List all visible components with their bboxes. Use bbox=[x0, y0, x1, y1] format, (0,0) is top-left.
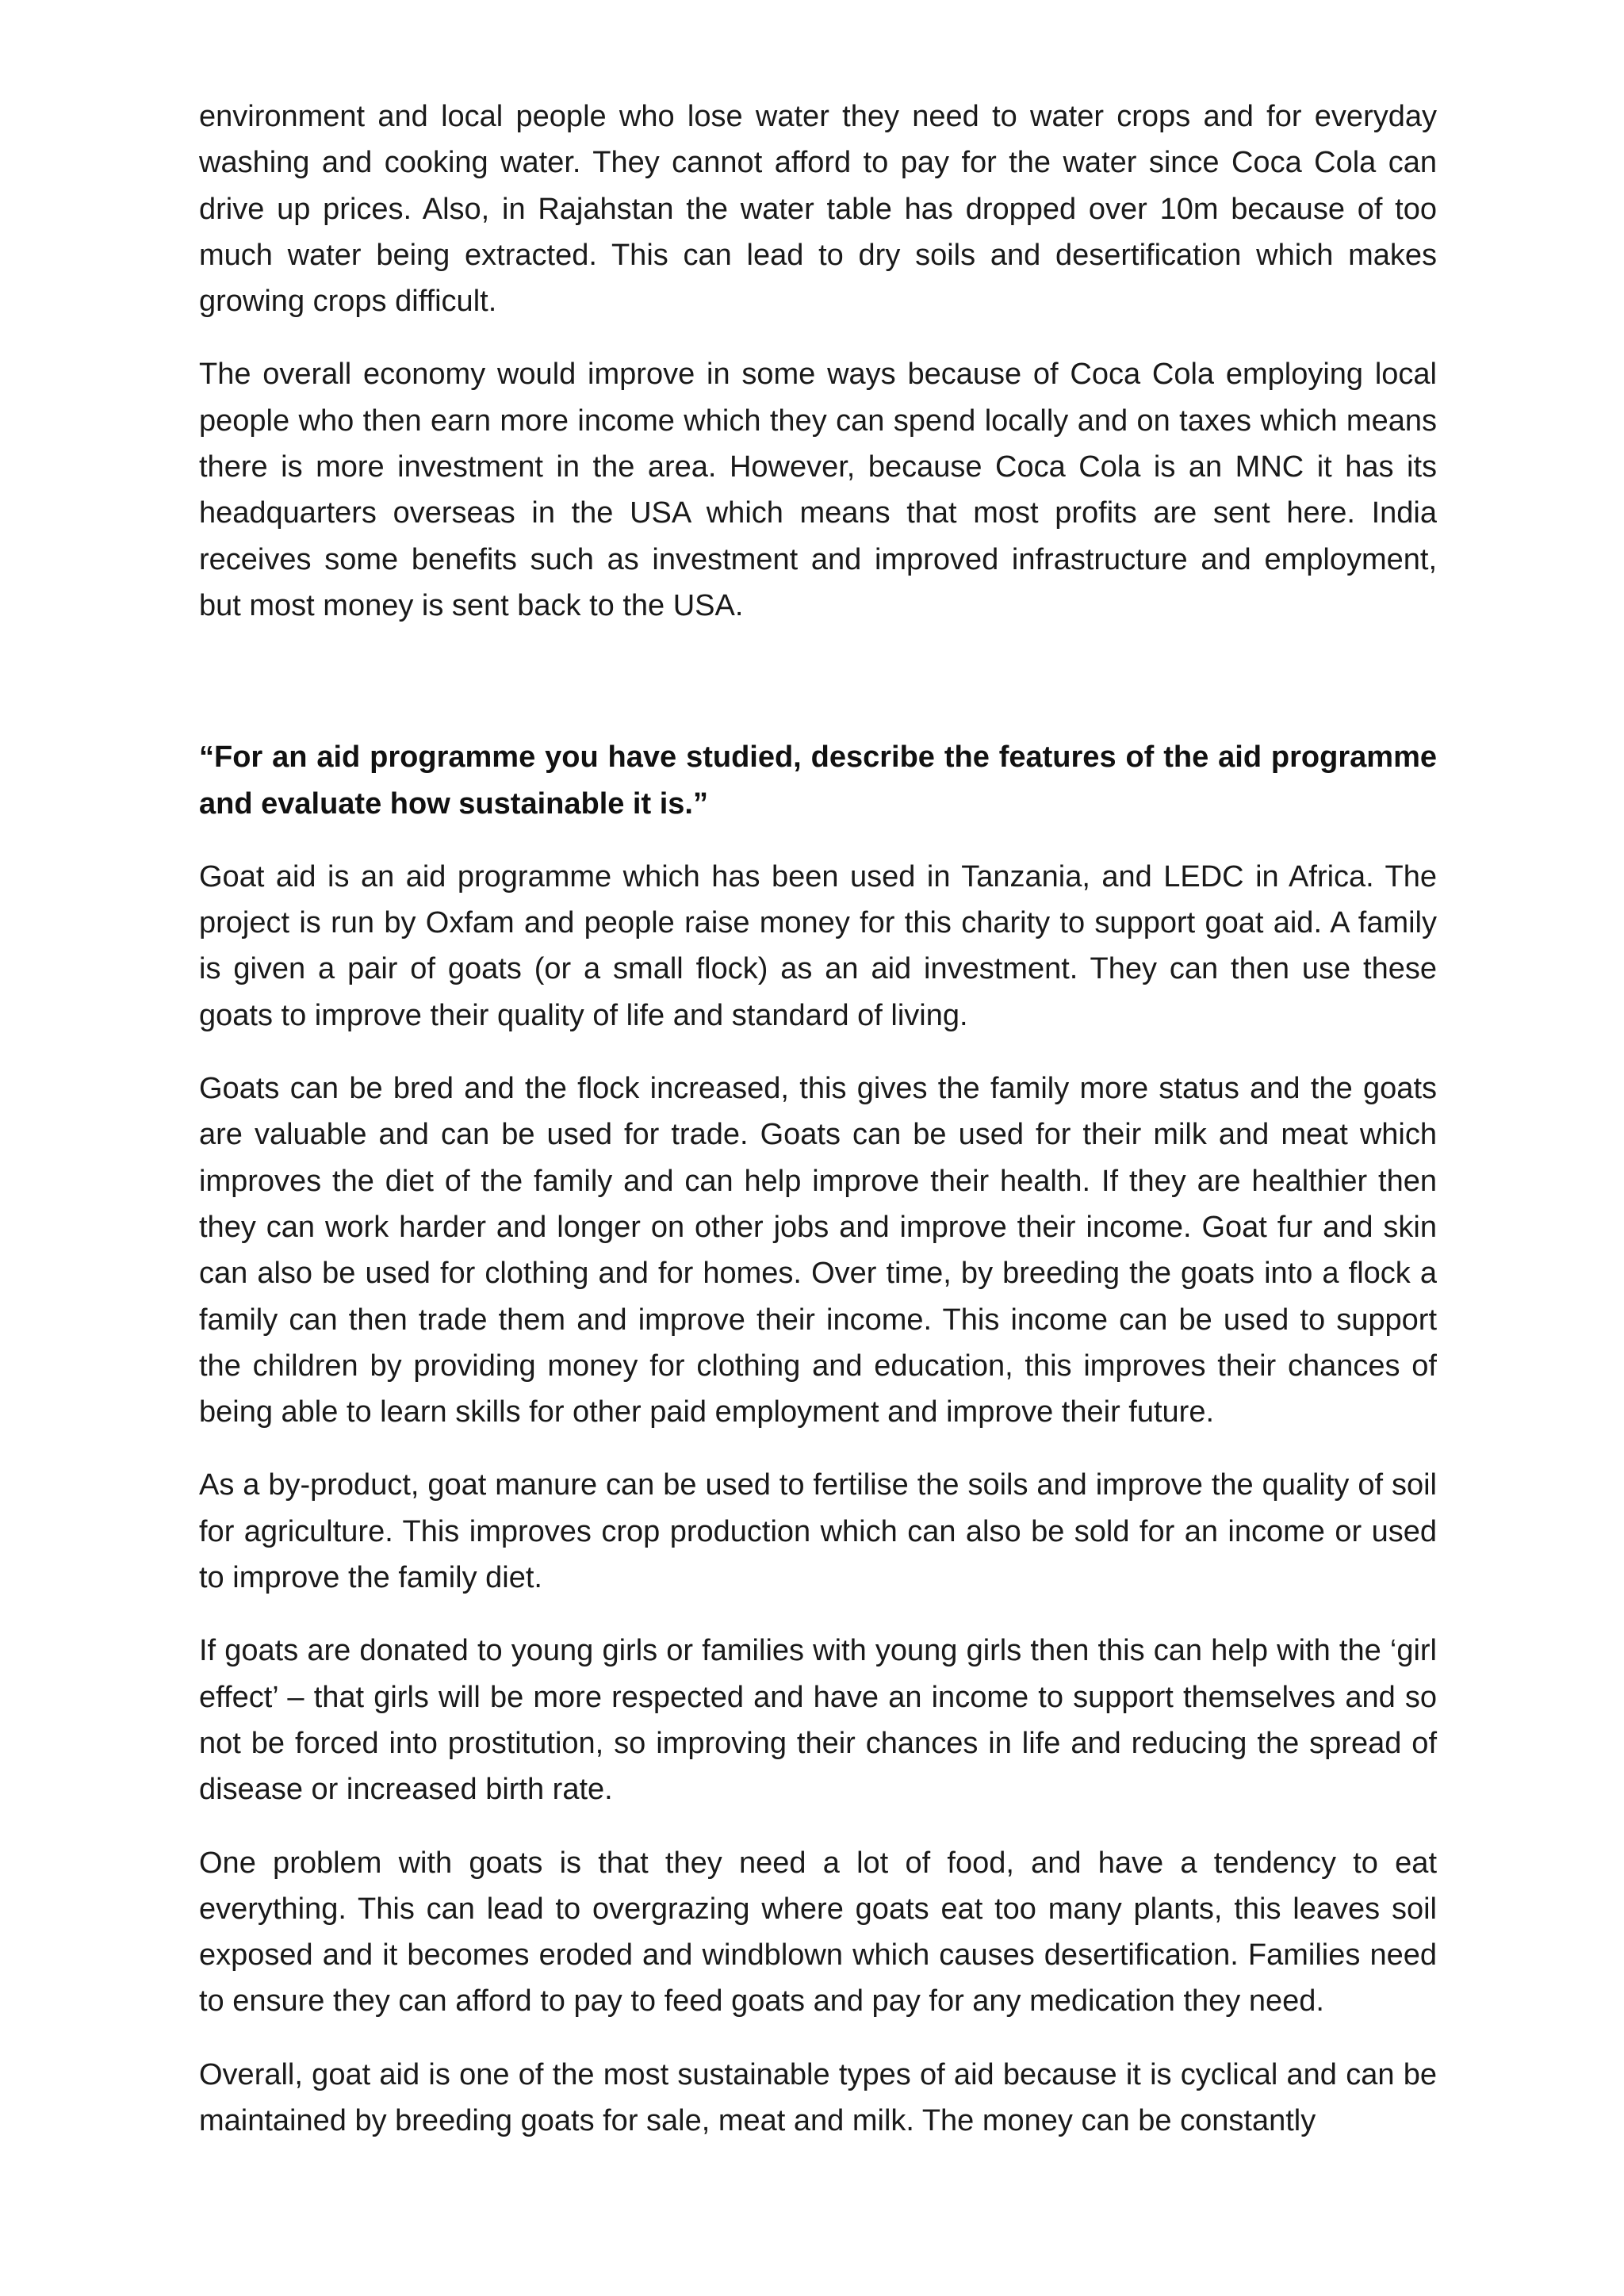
document-page bbox=[199, 94, 1437, 2144]
paragraph-goat-manure: As a by-product, goat manure can be used to fertilise the soils and improve the quality of soil for agriculture. This improves crop production which can also be sold for an income or used to improve the family diet. bbox=[199, 1468, 1437, 1595]
essay-question: “For an aid programme you have studied, describe the features of the aid programme and evaluate how sustainable it is.” bbox=[199, 740, 1437, 821]
paragraph-goat-benefits: Goats can be bred and the flock increased, this gives the family more status and the goats are valuable and can be used for trade. Goats can be used for their milk and meat which improves the diet of the family and can help improve their health. If they are healthier then they can work harder and longer on other jobs and improve their income. Goat fur and skin can also be used for clothing and for homes. Over time, by breeding the goats into a flock a family can then trade them and improve their income. This income can be used to support the children by providing money for clothing and education, this improves their chances of being able to learn skills for other paid employment and improve their future. bbox=[199, 1072, 1437, 1429]
paragraph-girl-effect: If goats are donated to young girls or families with young girls then this can help with the ‘girl effect’ – that girls will be more respected and have an income to support themselves and so not be forced into prostitution, so improving their chances in life and reducing the spread of disease or increased birth rate. bbox=[199, 1634, 1437, 1807]
paragraph-water-impact: environment and local people who lose water they need to water crops and for everyday washing and cooking water. They cannot afford to pay for the water since Coca Cola can drive up prices. Also, in Rajahstan the water table has dropped over 10m because of too much water being extracted. This can lead to dry soils and desertification which makes growing crops difficult. bbox=[199, 100, 1437, 319]
paragraph-goat-aid-intro: Goat aid is an aid programme which has been used in Tanzania, and LEDC in Africa. The project is run by Oxfam and people raise money for this charity to support goat aid. A family is given a pair of goats (or a small flock) as an aid investment. They can then use these goats to improve their quality of life and standard of living. bbox=[199, 859, 1437, 1032]
paragraph-conclusion: Overall, goat aid is one of the most sustainable types of aid because it is cyclical and can be maintained by breeding goats for sale, meat and milk. The money can be constantly bbox=[199, 2057, 1437, 2137]
paragraph-goat-problems: One problem with goats is that they need a lot of food, and have a tendency to eat everything. This can lead to overgrazing where goats eat too many plants, this leaves soil exposed and it becomes eroded and windblown which causes desertification. Families need to ensure they can afford to pay to feed goats and pay for any medication they need. bbox=[199, 1846, 1437, 2019]
paragraph-economy-impact: The overall economy would improve in some ways because of Coca Cola employing local people who then earn more income which they can spend locally and on taxes which means there is more investment in the area. However, because Coca Cola is an MNC it has its headquarters overseas in the USA which means that most profits are sent here. India receives some benefits such as investment and improved infrastructure and employment, but most money is sent back to the USA. bbox=[199, 358, 1437, 622]
